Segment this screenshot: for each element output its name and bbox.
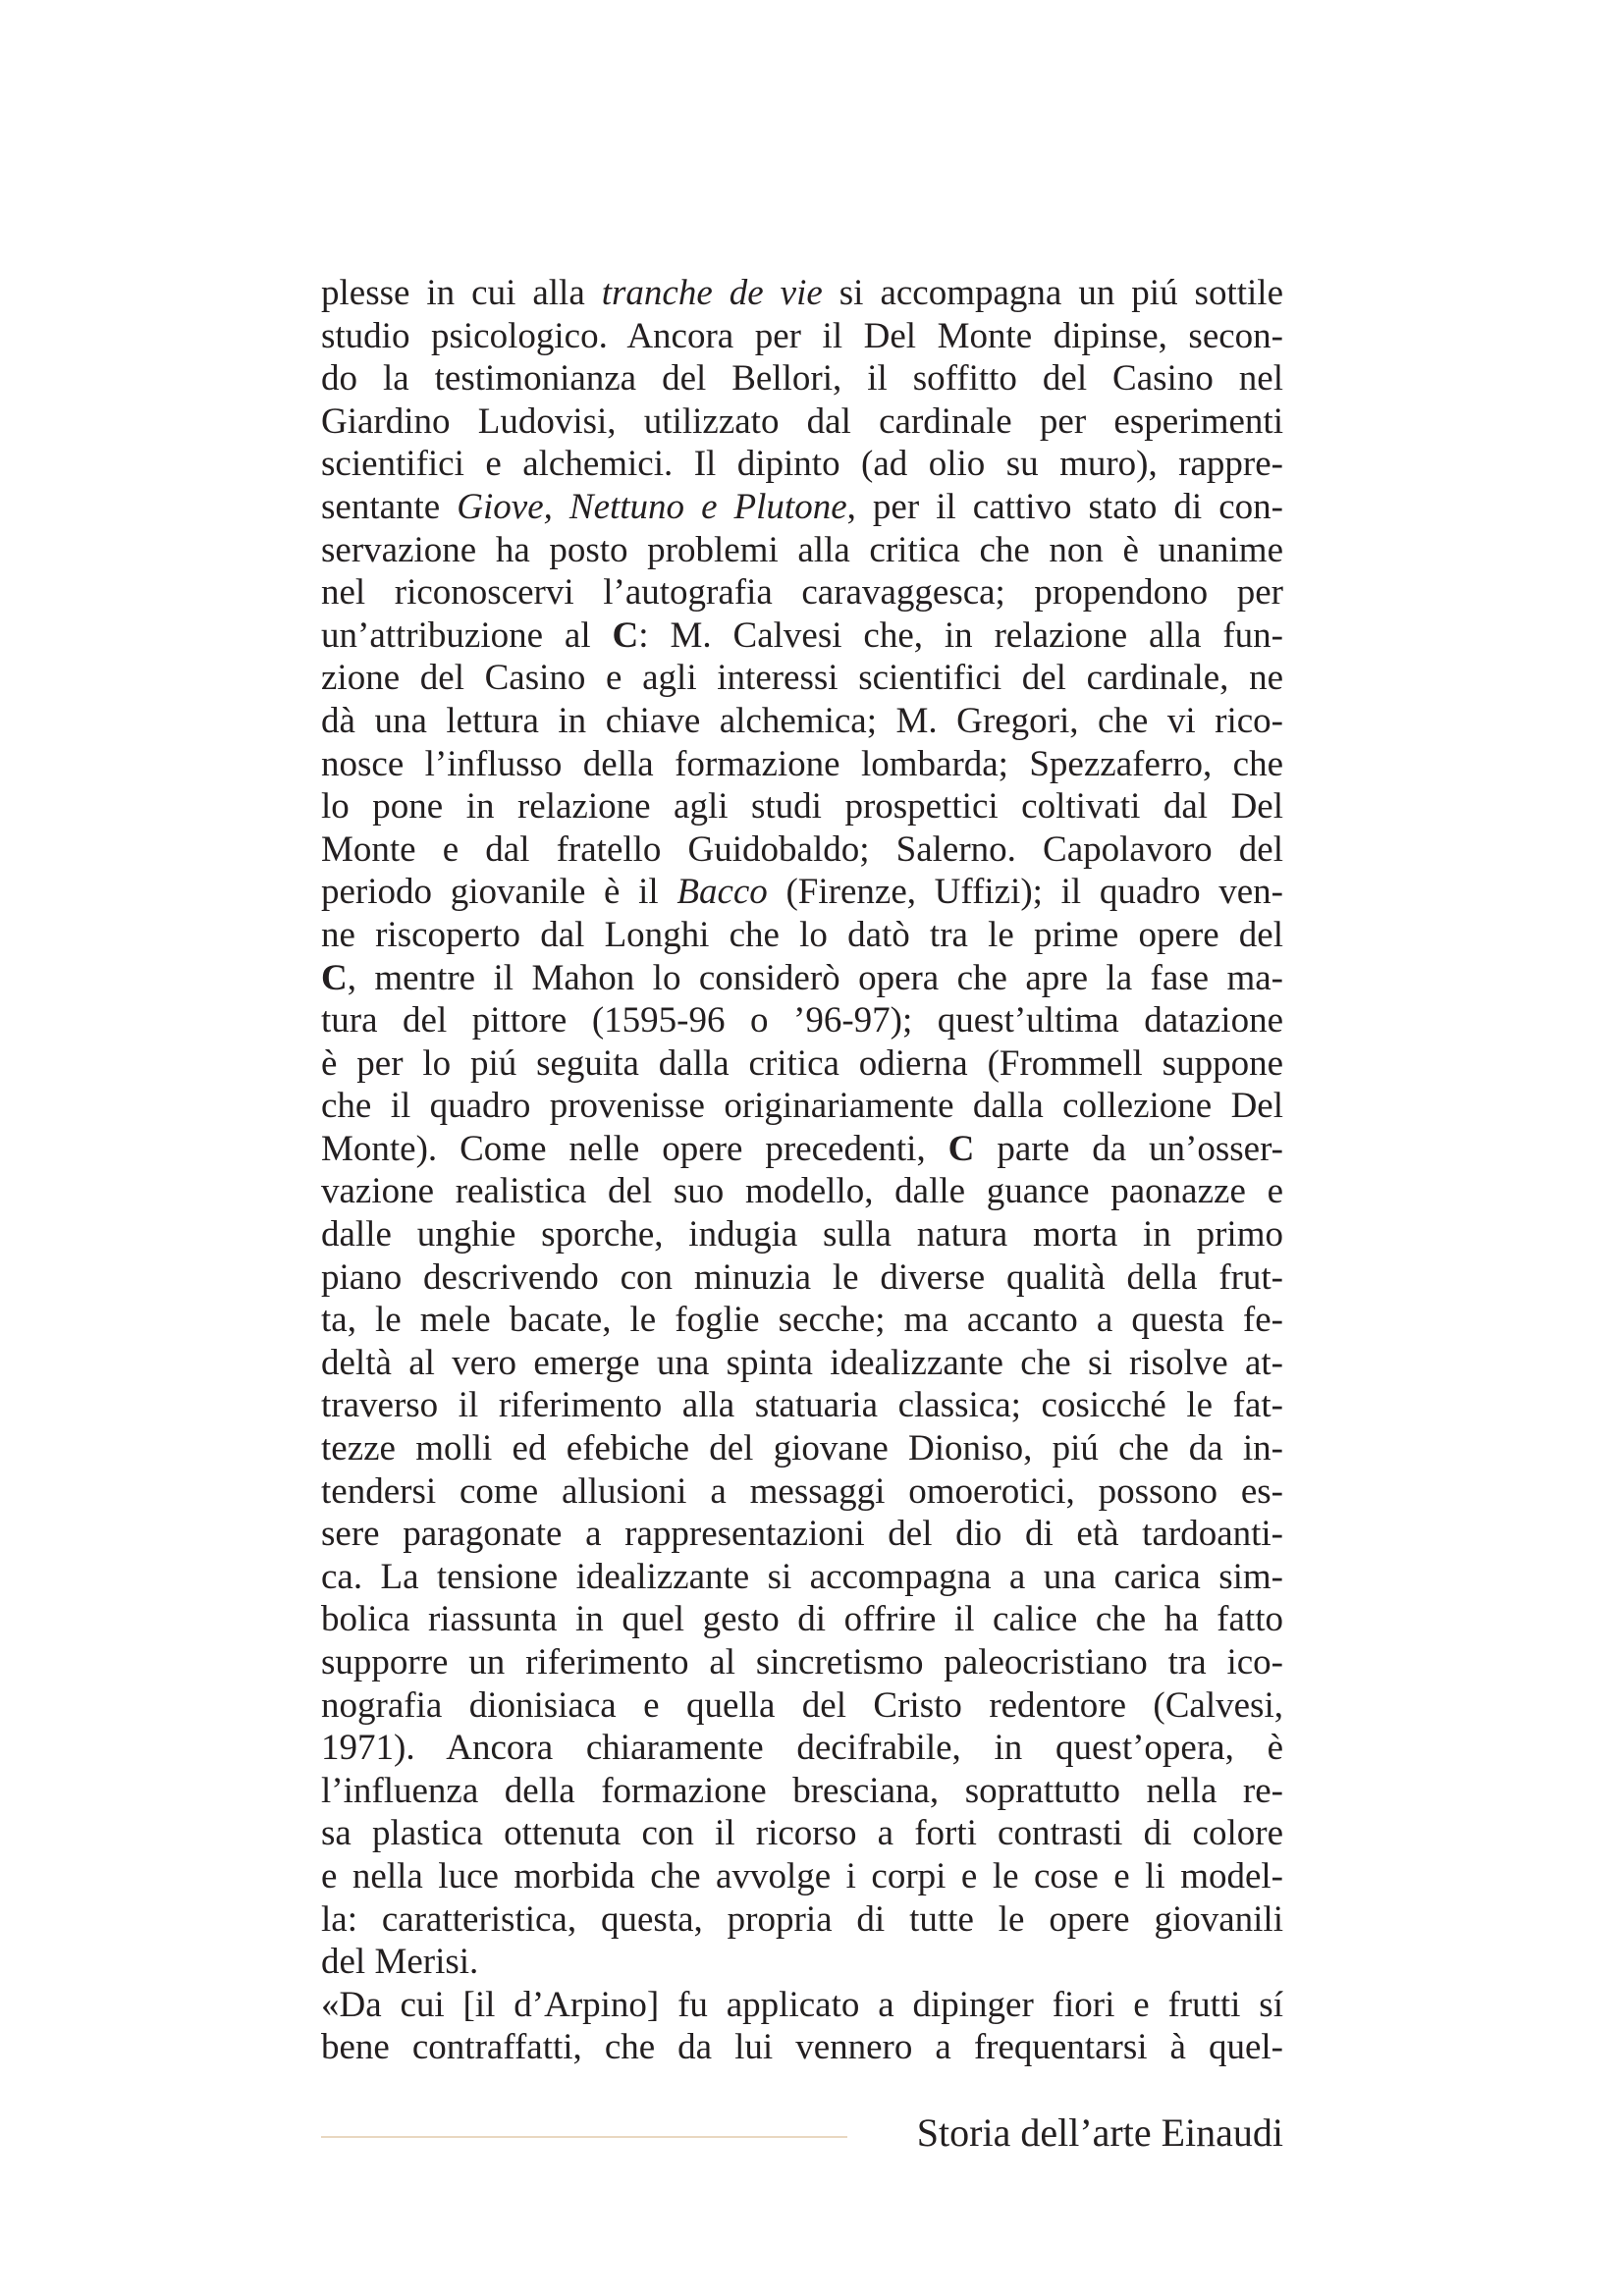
text-line: deltà al vero emerge una spinta idealizzante che si risolve at- <box>321 1342 1283 1383</box>
text-line: tendersi come allusioni a messaggi omoerotici, possono es- <box>321 1470 1283 1512</box>
text-line: C, mentre il Mahon lo considerò opera che apre la fase ma- <box>321 957 1283 998</box>
text-line: sa plastica ottenuta con il ricorso a forti contrasti di colore <box>321 1813 1283 1854</box>
text-line: plesse in cui alla tranche de vie si accompagna un piú sottile <box>321 273 1284 313</box>
text-line: ne riscoperto dal Longhi che lo datò tra le prime opere del <box>321 914 1283 955</box>
text-line: un’attribuzione al C: M. Calvesi che, in relazione alla fun- <box>321 614 1284 656</box>
text-line: do la testimonianza del Bellori, il soffitto del Casino nel <box>321 358 1283 400</box>
text-line: piano descrivendo con minuzia le diverse qualità della frut- <box>321 1256 1283 1298</box>
text-line: tezze molli ed efebiche del giovane Dioniso, piú che da in- <box>321 1428 1283 1469</box>
text-line: nografia dionisiaca e quella del Cristo redentore (Calvesi, <box>321 1684 1283 1726</box>
text-line: Monte). Come nelle opere precedenti, C parte da un’osser- <box>321 1128 1283 1169</box>
text-line: è per lo piú seguita dalla critica odierna (Frommell suppone <box>321 1042 1283 1084</box>
text-line: scientifici e alchemici. Il dipinto (ad olio su muro), rappre- <box>321 444 1283 485</box>
footer-rule <box>321 2136 847 2138</box>
text-line: nel riconoscervi l’autografia caravaggesca; propendono per <box>321 572 1283 614</box>
text-line: che il quadro provenisse originariamente dalla collezione Del <box>321 1086 1283 1127</box>
text-line: tura del pittore (1595-96 o ’96-97); quest’ultima datazione <box>321 1000 1283 1041</box>
text-line: 1971). Ancora chiaramente decifrabile, in quest’opera, è <box>321 1728 1283 1769</box>
text-line: zione del Casino e agli interessi scientifici del cardinale, ne <box>321 658 1283 699</box>
text-line: lo pone in relazione agli studi prospettici coltivati dal Del <box>321 786 1283 828</box>
text-line: dà una lettura in chiave alchemica; M. Gregori, che vi rico- <box>321 700 1283 741</box>
text-line: «Da cui [il d’Arpino] fu applicato a dipinger fiori e frutti sí <box>321 1984 1283 2025</box>
text-line: supporre un riferimento al sincretismo paleocristiano tra ico- <box>321 1642 1283 1682</box>
text-line: studio psicologico. Ancora per il Del Monte dipinse, secon- <box>321 315 1283 356</box>
text-line: dalle unghie sporche, indugia sulla natura morta in primo <box>321 1214 1283 1255</box>
text-line: Giardino Ludovisi, utilizzato dal cardinale per esperimenti <box>321 400 1283 442</box>
text-line: del Merisi. <box>321 1942 479 1983</box>
body-text <box>321 272 1283 2069</box>
text-line: nosce l’influsso della formazione lombarda; Spezzaferro, che <box>321 743 1283 784</box>
footer-title: Storia dell’arte Einaudi <box>916 2110 1283 2155</box>
text-line: vazione realistica del suo modello, dalle guance paonazze e <box>321 1171 1283 1212</box>
text-line: Monte e dal fratello Guidobaldo; Salerno. Capolavoro del <box>321 828 1283 870</box>
text-line: la: caratteristica, questa, propria di tutte le opere giovanili <box>321 1898 1283 1940</box>
text-line: ca. La tensione idealizzante si accompagna a una carica sim- <box>321 1556 1283 1597</box>
text-line: e nella luce morbida che avvolge i corpi e le cose e li model- <box>321 1855 1283 1896</box>
text-line: sere paragonate a rappresentazioni del dio di età tardoanti- <box>321 1514 1283 1555</box>
text-line: periodo giovanile è il Bacco (Firenze, Uffizi); il quadro ven- <box>321 872 1283 913</box>
text-line: ta, le mele bacate, le foglie secche; ma accanto a questa fe- <box>321 1300 1283 1341</box>
text-line: l’influenza della formazione bresciana, soprattutto nella re- <box>321 1770 1283 1811</box>
text-line: traverso il riferimento alla statuaria classica; cosicché le fat- <box>321 1385 1283 1426</box>
text-line: servazione ha posto problemi alla critica che non è unanime <box>321 529 1283 570</box>
text-line: bolica riassunta in quel gesto di offrire il calice che ha fatto <box>321 1599 1283 1640</box>
text-line: bene contraffatti, che da lui vennero a frequentarsi à quel- <box>321 2027 1283 2068</box>
text-line: sentante Giove, Nettuno e Plutone, per il cattivo stato di con- <box>321 486 1283 527</box>
